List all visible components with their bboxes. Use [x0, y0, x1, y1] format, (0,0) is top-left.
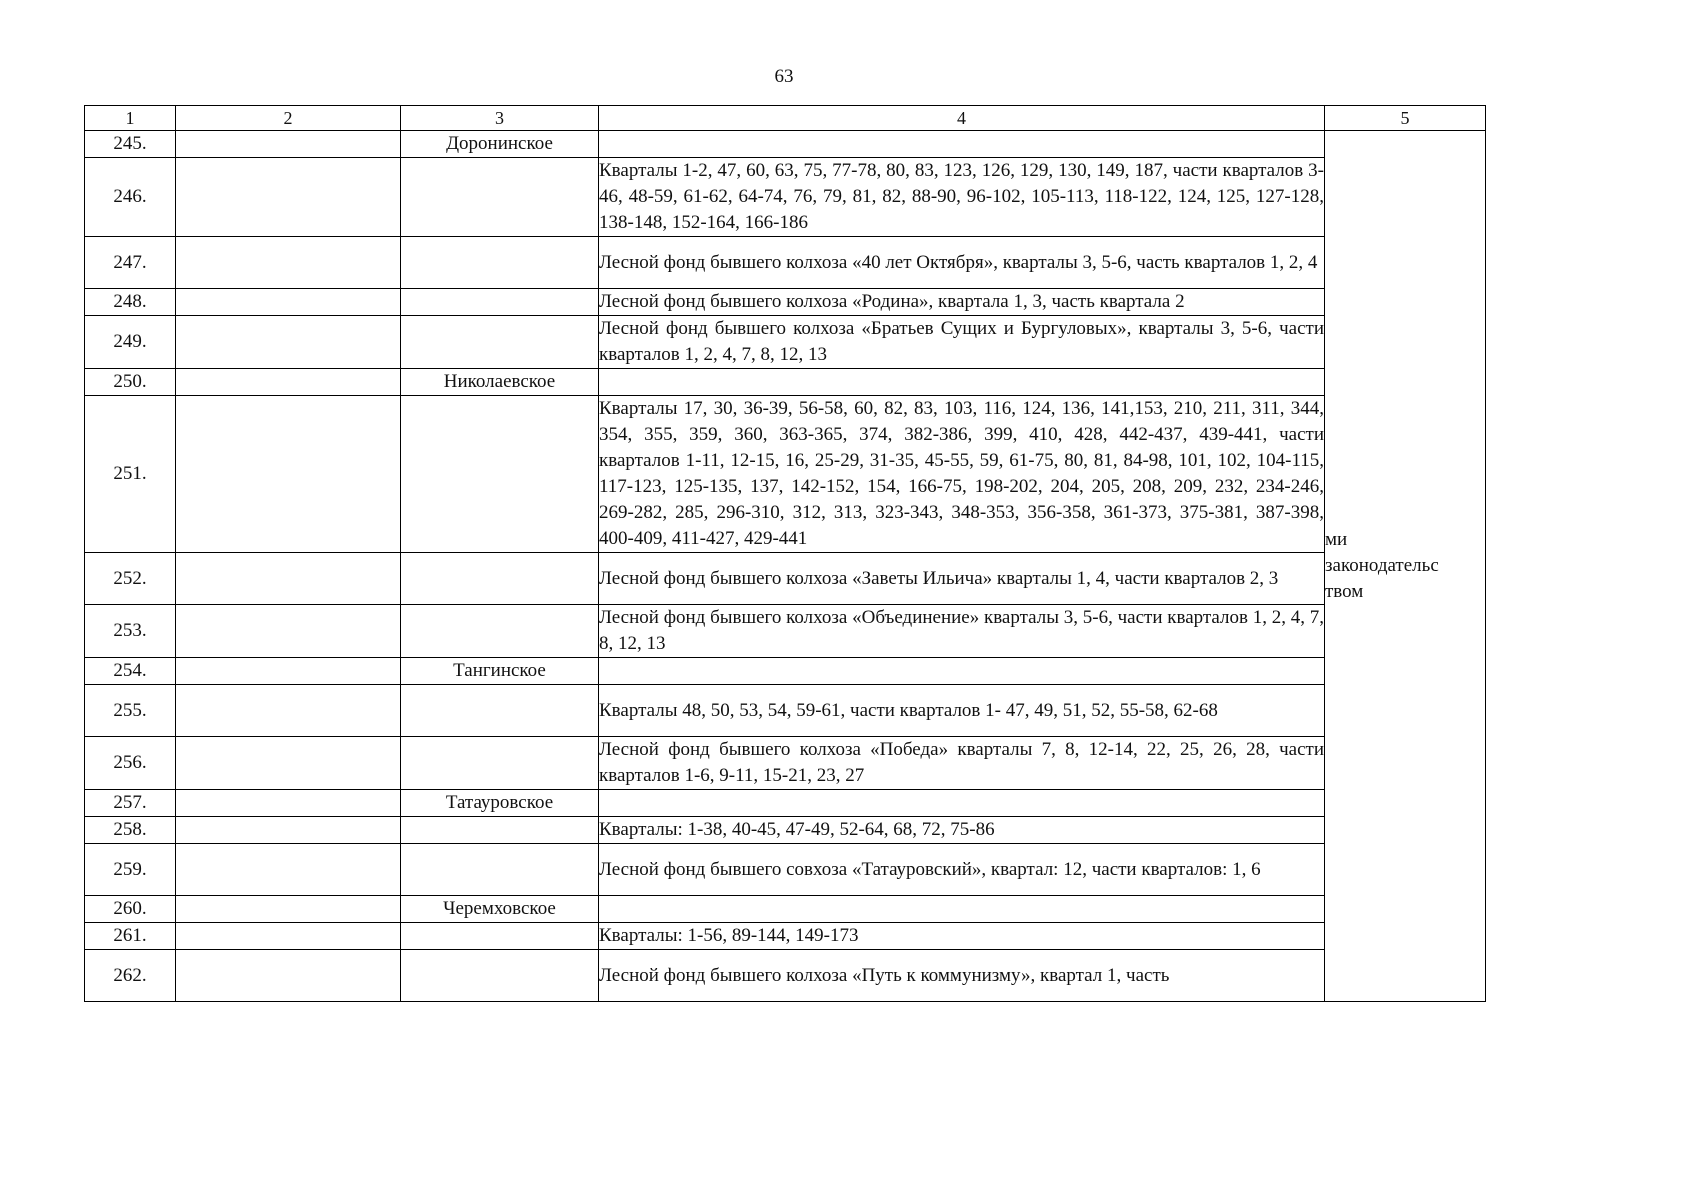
settlement-cell: [401, 396, 599, 553]
table-row: [85, 131, 1486, 158]
row-number-cell: 262.: [85, 950, 176, 1002]
table-row: [85, 950, 1486, 1002]
col2-cell: [176, 237, 401, 289]
col2-cell: [176, 131, 401, 158]
quarters-description-cell: [599, 369, 1325, 396]
table-row: [85, 289, 1486, 316]
settlement-cell: [401, 553, 599, 605]
quarters-description-cell: Кварталы 1-2, 47, 60, 63, 75, 77-78, 80, 83, 123, 126, 129, 130, 149, 187, части кварталов 3-46, 48-59, 61-62, 64-74, 76, 79, 81, 82, 88-90, 96-102, 105-113, 118-122, 124, 125, 127-128, 138-148, 152-164, 166-186: [599, 158, 1325, 237]
col2-cell: [176, 605, 401, 658]
row-number-cell: 252.: [85, 553, 176, 605]
col2-cell: [176, 737, 401, 790]
row-number-cell: 245.: [85, 131, 176, 158]
col2-cell: [176, 685, 401, 737]
header-row: [85, 106, 1486, 131]
table-row: [85, 605, 1486, 658]
col2-cell: [176, 289, 401, 316]
header-col-4: 4: [599, 106, 1325, 131]
row-number-cell: 253.: [85, 605, 176, 658]
table-row: [85, 817, 1486, 844]
row-number-cell: 258.: [85, 817, 176, 844]
settlement-cell: Тангинское: [401, 658, 599, 685]
row-number-cell: 248.: [85, 289, 176, 316]
row-number-cell: 254.: [85, 658, 176, 685]
table-row: [85, 658, 1486, 685]
settlement-cell: [401, 923, 599, 950]
settlement-cell: [401, 950, 599, 1002]
table-row: [85, 316, 1486, 369]
table-row: [85, 158, 1486, 237]
quarters-description-cell: Лесной фонд бывшего колхоза «Объединение» кварталы 3, 5-6, части кварталов 1, 2, 4, 7, 8, 12, 13: [599, 605, 1325, 658]
row-number-cell: 261.: [85, 923, 176, 950]
header-col-5: 5: [1325, 106, 1486, 131]
settlement-cell: [401, 737, 599, 790]
row-number-cell: 259.: [85, 844, 176, 896]
row-number-cell: 256.: [85, 737, 176, 790]
row-number-cell: 255.: [85, 685, 176, 737]
settlement-cell: [401, 316, 599, 369]
settlement-cell: Татауровское: [401, 790, 599, 817]
col2-cell: [176, 396, 401, 553]
quarters-description-cell: Кварталы: 1-56, 89-144, 149-173: [599, 923, 1325, 950]
settlement-cell: [401, 158, 599, 237]
quarters-description-cell: Лесной фонд бывшего колхоза «Победа» кварталы 7, 8, 12-14, 22, 25, 26, 28, части кварталов 1-6, 9-11, 15-21, 23, 27: [599, 737, 1325, 790]
row-number-cell: 246.: [85, 158, 176, 237]
settlement-cell: [401, 685, 599, 737]
settlement-cell: [401, 289, 599, 316]
quarters-description-cell: Кварталы: 1-38, 40-45, 47-49, 52-64, 68, 72, 75-86: [599, 817, 1325, 844]
header-col-1: 1: [85, 106, 176, 131]
legislation-note-cell: ми законодательс твом: [1325, 131, 1486, 1002]
table-row: [85, 553, 1486, 605]
settlement-cell: [401, 237, 599, 289]
col2-cell: [176, 158, 401, 237]
col2-cell: [176, 790, 401, 817]
table-row: [85, 923, 1486, 950]
quarters-description-cell: [599, 658, 1325, 685]
table-row: [85, 737, 1486, 790]
col2-cell: [176, 369, 401, 396]
settlement-cell: Черемховское: [401, 896, 599, 923]
row-number-cell: 257.: [85, 790, 176, 817]
table-row: [85, 396, 1486, 553]
settlement-cell: [401, 817, 599, 844]
row-number-cell: 251.: [85, 396, 176, 553]
settlement-cell: Доронинское: [401, 131, 599, 158]
col2-cell: [176, 658, 401, 685]
quarters-description-cell: Лесной фонд бывшего совхоза «Татауровский», квартал: 12, части кварталов: 1, 6: [599, 844, 1325, 896]
header-col-2: 2: [176, 106, 401, 131]
row-number-cell: 250.: [85, 369, 176, 396]
quarters-description-cell: Лесной фонд бывшего колхоза «Заветы Ильича» кварталы 1, 4, части кварталов 2, 3: [599, 553, 1325, 605]
col2-cell: [176, 316, 401, 369]
table-row: [85, 896, 1486, 923]
row-number-cell: 247.: [85, 237, 176, 289]
page-number: 63: [774, 66, 794, 87]
settlement-cell: [401, 605, 599, 658]
quarters-description-cell: [599, 131, 1325, 158]
quarters-description-cell: Лесной фонд бывшего колхоза «40 лет Октября», кварталы 3, 5-6, часть кварталов 1, 2, 4: [599, 237, 1325, 289]
col2-cell: [176, 950, 401, 1002]
col2-cell: [176, 817, 401, 844]
table-row: [85, 844, 1486, 896]
quarters-description-cell: Кварталы 17, 30, 36-39, 56-58, 60, 82, 83, 103, 116, 124, 136, 141,153, 210, 211, 311, 344, 354, 355, 359, 360, 363-365, 374, 382-386, 399, 410, 428, 442-437, 439-441, части кварталов 1-11, 12-15, 16, 25-29, 31-35, 45-55, 59, 61-75, 80, 81, 84-98, 101, 102, 104-115, 117-123, 125-135, 137, 142-152, 154, 166-75, 198-202, 204, 205, 208, 209, 232, 234-246, 269-282, 285, 296-310, 312, 313, 323-343, 348-353, 356-358, 361-373, 375-381, 387-398, 400-409, 411-427, 429-441: [599, 396, 1325, 553]
quarters-description-cell: [599, 896, 1325, 923]
table-row: [85, 237, 1486, 289]
quarters-description-cell: Лесной фонд бывшего колхоза «Братьев Сущих и Бургуловых», кварталы 3, 5-6, части кварталов 1, 2, 4, 7, 8, 12, 13: [599, 316, 1325, 369]
col2-cell: [176, 844, 401, 896]
table-row: [85, 685, 1486, 737]
quarters-description-cell: [599, 790, 1325, 817]
col2-cell: [176, 896, 401, 923]
row-number-cell: 249.: [85, 316, 176, 369]
quarters-description-cell: Кварталы 48, 50, 53, 54, 59-61, части кварталов 1- 47, 49, 51, 52, 55-58, 62-68: [599, 685, 1325, 737]
header-col-3: 3: [401, 106, 599, 131]
col2-cell: [176, 923, 401, 950]
table-row: [85, 369, 1486, 396]
quarters-description-cell: Лесной фонд бывшего колхоза «Путь к коммунизму», квартал 1, часть: [599, 950, 1325, 1002]
settlement-cell: [401, 844, 599, 896]
forest-quarters-table: [84, 105, 1486, 1002]
settlement-cell: Николаевское: [401, 369, 599, 396]
col2-cell: [176, 553, 401, 605]
row-number-cell: 260.: [85, 896, 176, 923]
table-row: [85, 790, 1486, 817]
table-body: [85, 131, 1486, 1002]
quarters-description-cell: Лесной фонд бывшего колхоза «Родина», квартала 1, 3, часть квартала 2: [599, 289, 1325, 316]
